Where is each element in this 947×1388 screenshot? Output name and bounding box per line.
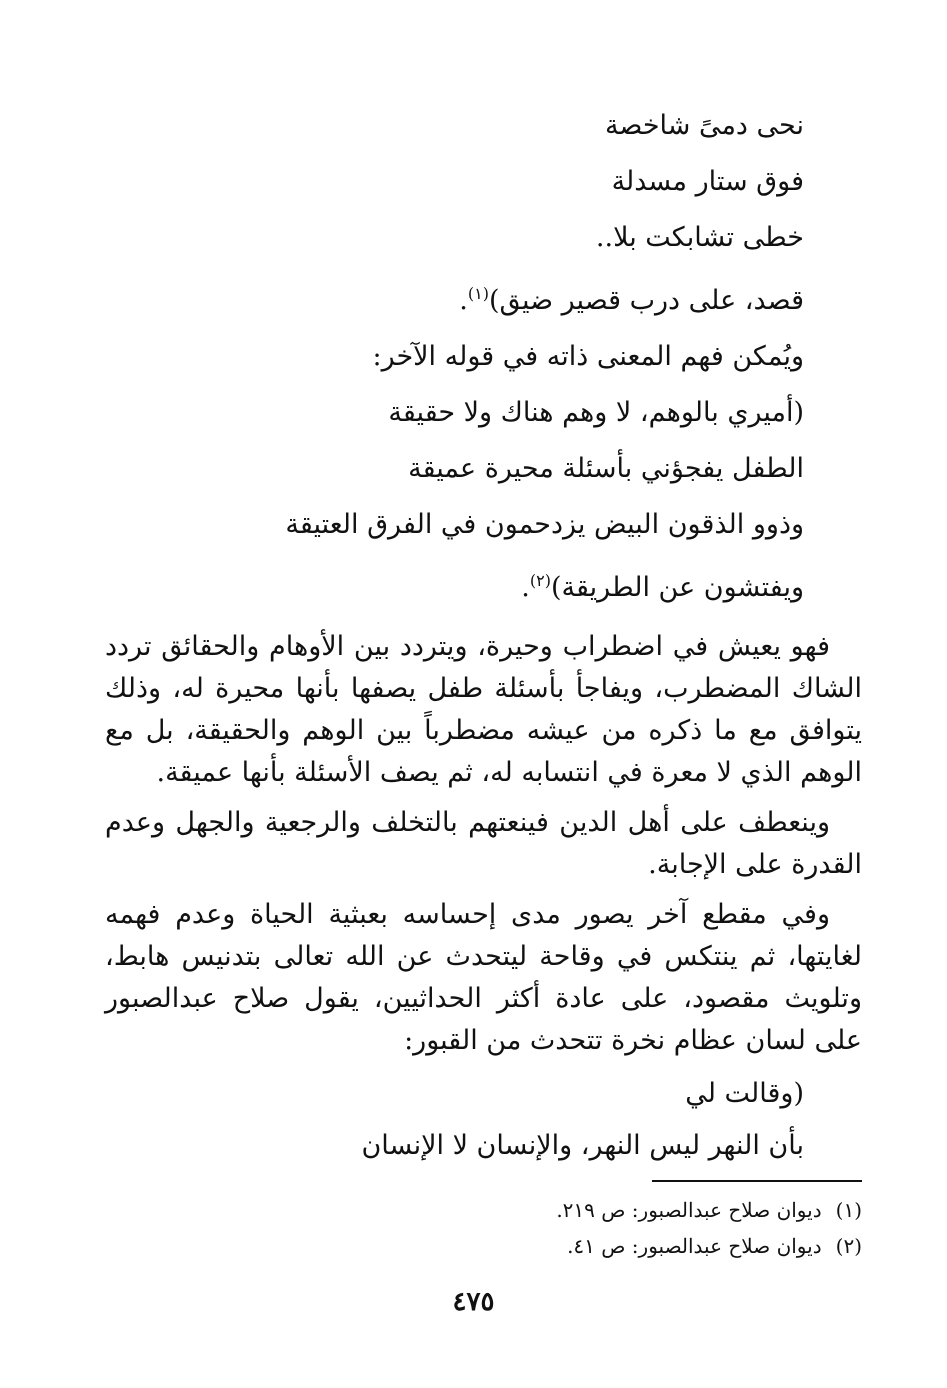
footnote-number: (٢) [835, 1234, 862, 1258]
verse-line: (وقالت لي [685, 1078, 804, 1109]
paragraph: فهو يعيش في اضطراب وحيرة، ويتردد بين الأوهام والحقائق تردد الشاك المضطرب، ويفاجأ بأسئلة طفل يصفها بأنها محيرة له، وذلك يتوافق مع ما ذكره من عيشه مضطرباً بين الوهم والحقيقة، بل مع الوهم الذي لا معرة في انتسابه له، ثم يصف الأسئلة بأنها عميقة. [105, 631, 862, 788]
footnote-text: ديوان صلاح عبدالصبور: ص ٤١. [567, 1234, 822, 1258]
verse-line: نحى دمىً شاخصة [604, 110, 804, 141]
footnote [556, 1228, 862, 1264]
footnote [556, 1192, 862, 1228]
footnote-divider [652, 1180, 862, 1182]
intro-line: ويُمكن فهم المعنى ذاته في قوله الآخر: [372, 341, 804, 372]
verse-line [105, 266, 862, 329]
verse-line: وذوو الذقون البيض يزدحمون في الفرق العتيقة [285, 509, 804, 540]
footnote-ref: (١) [467, 284, 489, 303]
verse-line: الطفل يفجؤني بأسئلة محيرة عميقة [408, 453, 804, 484]
main-text [105, 98, 862, 1172]
page-number: ٤٧٥ [452, 1287, 495, 1317]
footnote-number: (١) [835, 1198, 862, 1222]
verse-line: فوق ستار مسدلة [611, 166, 804, 197]
footnote-ref: (٢) [529, 571, 551, 590]
verse-line: بأن النهر ليس النهر، والإنسان لا الإنسان [361, 1130, 804, 1161]
verse-line [105, 553, 862, 616]
verse-end: . [459, 285, 468, 316]
verse-text: ويفتشون عن الطريقة) [550, 572, 804, 603]
verse-line: (أميري بالوهم، لا وهم هناك ولا حقيقة [388, 397, 804, 428]
paragraph: وينعطف على أهل الدين فينعتهم بالتخلف والرجعية والجهل وعدم القدرة على الإجابة. [105, 807, 862, 880]
paragraph: وفي مقطع آخر يصور مدى إحساسه بعبثية الحياة وعدم فهمه لغايتها، ثم ينتكس في وقاحة ليتحدث عن الله تعالى بتدنيس هابط، وتلويث مقصود، على عادة أكثر الحداثيين، يقول صلاح عبدالصبور على لسان عظام نخرة تتحدث من القبور: [105, 899, 862, 1056]
verse-end: . [521, 572, 530, 603]
footnote-text: ديوان صلاح عبدالصبور: ص ٢١٩. [556, 1198, 822, 1222]
footnotes [556, 1192, 862, 1264]
verse-text: قصد، على درب قصير ضيق) [488, 285, 804, 316]
verse-line: خطى تشابكت بلا.. [595, 222, 804, 253]
